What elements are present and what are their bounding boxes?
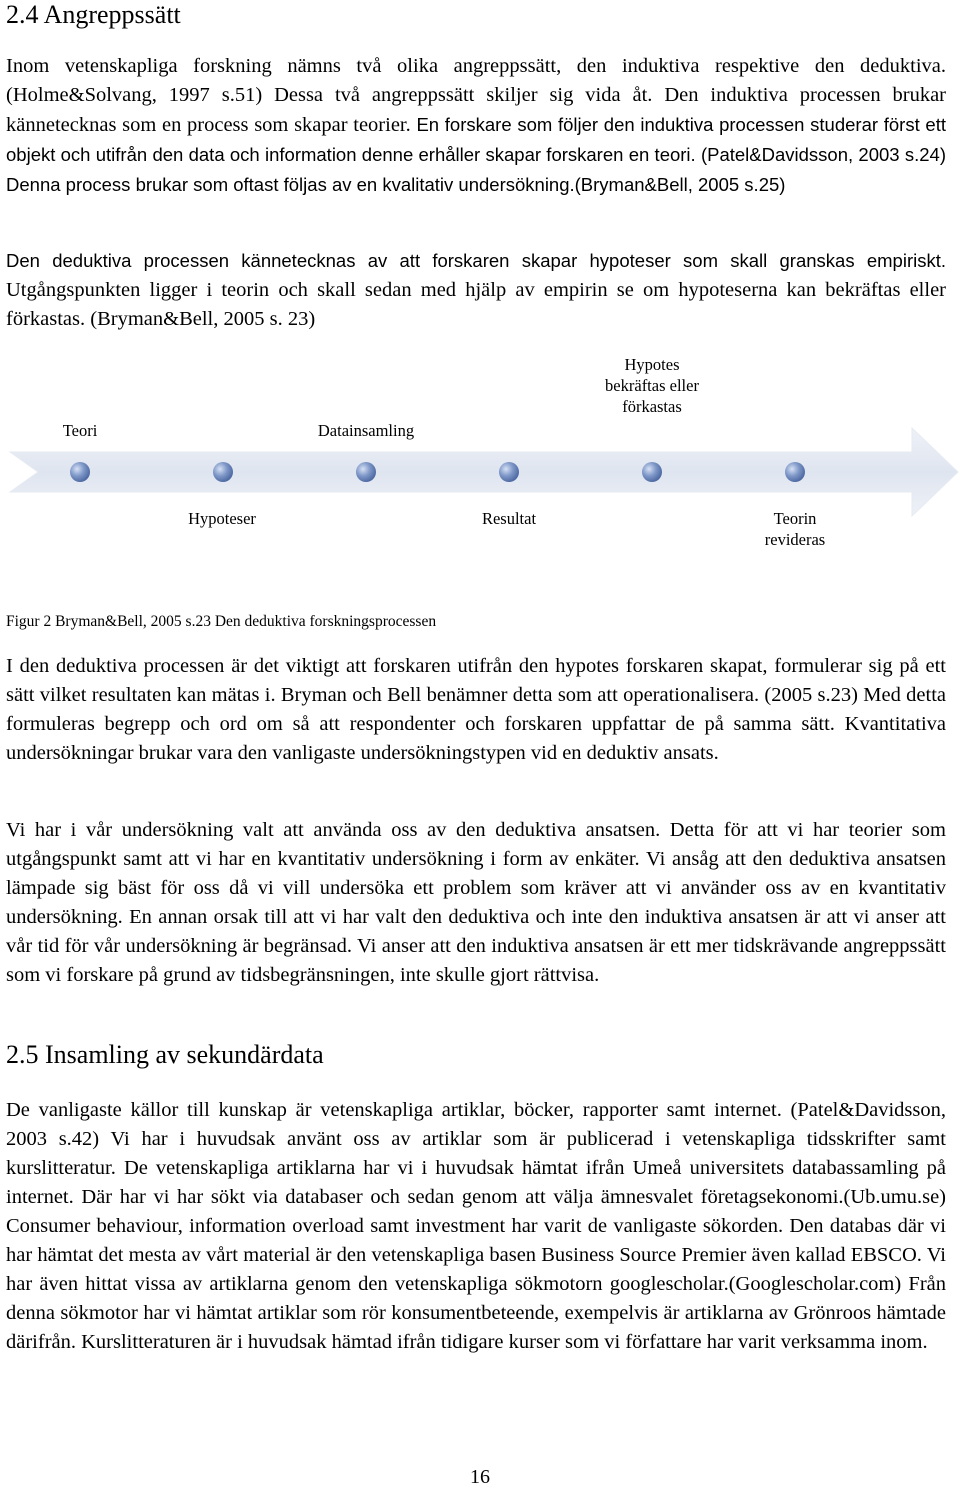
deductive-process-diagram [0,340,960,560]
paragraph-text: Inom vetenskapliga forskning nämns två olika angreppssätt, den induktiva respektive den deduktiva.(Holme&Solvang, 1997 s.51) Dessa två angreppssätt skiljer sig vida åt. Den induktiva processen brukar kännetecknas som en process som skapar teorier. [6,55,946,136]
timeline-dot-6 [785,462,805,482]
timeline-dot-5 [642,462,662,482]
paragraph-text: Utgångspunkten ligger i teorin och skall sedan med hjälp av empirin se om hypoteserna kan bekräftas eller förkastas. (Bryman&Bell, 2005 s. 23) [6,279,946,330]
step-label-teorin-revideras: Teorin revideras [764,509,826,549]
timeline-dot-3 [356,462,376,482]
timeline-dot-1 [70,462,90,482]
step-label-hypoteser: Hypoteser [188,509,256,528]
paragraph-text: Vi har i vår undersökning valt att använda oss av den deduktiva ansatsen. Detta för att vi har teorier som utgångspunkt samt att vi har en kvantitativ undersökning i form av enkäter. Vi ansåg att den deduktiva ansatsen lämpade sig bäst för oss då vi vill undersöka ett problem som kräver att vi använder oss av en kvantitativ undersökning. En annan orsak till att vi har valt den deduktiva och inte den induktiva ansatsen är att vi anser att vår tid för vår undersökning är begränsad. Vi anser att den induktiva ansatsen är ett mer tidskrävande angreppssätt som vi forskare på grund av tidsbegränsningen, inte skulle gjort rättvisa. [6,819,946,986]
step-label-datainsamling: Datainsamling [317,421,415,440]
timeline-dot-2 [213,462,233,482]
figure-caption: Figur 2 Bryman&Bell, 2005 s.23 Den deduktiva forskningsprocessen [6,613,437,630]
section-heading-angreppssatt: 2.4 Angreppssätt [6,0,181,29]
paragraph-text-sans: Den deduktiva processen kännetecknas av att forskaren skapar hypoteser som skall granskas empiriskt. [6,250,946,271]
paragraph-text: I den deduktiva processen är det viktigt att forskaren utifrån den hypotes forskaren skapat, formulerar sig på ett sätt vilket resultaten kan mätas i. Bryman och Bell benämner detta som att operationalisera. (2005 s.23) Med detta formuleras begrepp och ord om så att respondenter och forskaren uppfattar de på samma sätt. Kvantitativa undersökningar brukar vara den vanligaste undersökningstypen vid en deduktiv ansats. [6,655,946,764]
step-label-resultat: Resultat [481,509,537,528]
timeline-dot-4 [499,462,519,482]
paragraph-text-sans: En forskare som följer den induktiva processen studerar först ett objekt och utifrån den data och information denne erhåller skapar forskaren en teori. (Patel&Davidsson, 2003 s.24) Denna process brukar som oftast följas av en kvalitativ undersökning.(Bryman&Bell, 2005 s.25) [6,114,946,195]
page-number: 16 [470,1466,490,1488]
paragraph-deductive [6,246,946,334]
step-label-teori: Teori [62,421,98,440]
paragraph-our-approach [6,816,946,990]
step-label-hypotes: Hypotes bekräftas eller förkastas [605,355,699,416]
section-heading-sekundardata: 2.5 Insamling av sekundärdata [6,1040,324,1069]
paragraph-sources [6,1096,946,1357]
paragraph-operationalize [6,652,946,768]
timeline-arrow [10,428,958,516]
paragraph-text: De vanligaste källor till kunskap är vetenskapliga artiklar, böcker, rapporter samt internet. (Patel&Davidsson, 2003 s.42) Vi har i huvudsak använt oss av artiklar som är publicerad i vetenskapliga tidsskrifter samt kurslitteratur. De vetenskapliga artiklarna har vi i huvudsak hämtat ifrån Umeå universitets databassamling på internet. Där har vi har sökt via databaser och sedan genom att välja ämnesvalet företagsekonomi.(Ub.umu.se) Consumer behaviour, information overload samt investment har varit de vanligaste sökorden. Den databas där vi har hämtat det mesta av vårt material är den vetenskapliga basen Business Source Premier även kallad EBSCO. Vi har även hittat vissa av artiklarna genom den vetenskapliga sökmotorn googlescholar.(Googlescholar.com) Från denna sökmotor har vi hämtat artiklar som rör konsumentbeteende, exempelvis är artiklarna av Grönroos hämtade därifrån. Kurslitteraturen är i huvudsak hämtad ifrån tidigare kurser som vi författare har varit verksamma inom. [6,1099,946,1353]
paragraph-inductive [6,52,946,200]
